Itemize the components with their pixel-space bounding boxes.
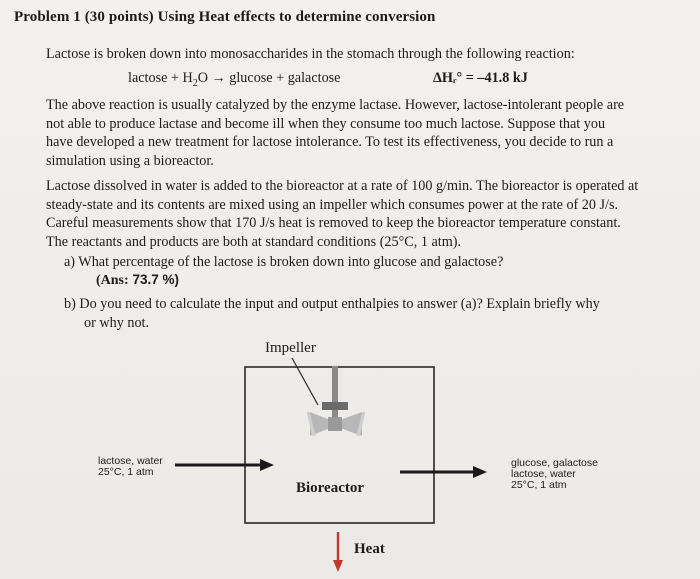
intro-text: Lactose is broken down into monosaccharides in the stomach through the following reaction: bbox=[46, 46, 575, 62]
answer-a-label: (Ans: bbox=[96, 273, 129, 288]
question-a: a) What percentage of the lactose is broken down into glucose and galactose? bbox=[64, 254, 504, 270]
inlet-stream-label bbox=[98, 456, 163, 478]
heat-label: Heat bbox=[354, 541, 385, 557]
outlet-arrow-head bbox=[473, 466, 487, 478]
inlet-line-2: 25°C, 1 atm bbox=[98, 466, 154, 478]
impeller-hub bbox=[322, 402, 348, 410]
heat-arrow-head bbox=[333, 560, 343, 572]
outlet-line-2: lactose, water bbox=[511, 468, 576, 480]
impeller-label: Impeller bbox=[265, 340, 316, 356]
reaction-prefix: lactose + H bbox=[128, 70, 193, 86]
bioreactor-label: Bioreactor bbox=[296, 480, 365, 496]
inlet-line-1: lactose, water bbox=[98, 455, 163, 467]
problem-title: Problem 1 (30 points) Using Heat effects to determine conversion bbox=[14, 9, 436, 25]
inlet-arrow-head bbox=[260, 459, 274, 471]
reaction-enthalpy: ΔHᵣ° = –41.8 kJ bbox=[433, 70, 528, 86]
bioreactor-vessel bbox=[245, 367, 434, 523]
outlet-stream-label bbox=[511, 458, 598, 491]
paragraph-lactase: The above reaction is usually catalyzed by the enzyme lactase. However, lactose-intolerant people are not able to produce lactase and become ill when they consume too much lactose. Suppose that you have developed a new treatment for lactose intolerance. To test its effectiveness, you decide to run a simulation using a bioreactor. bbox=[46, 97, 625, 169]
outlet-line-1: glucose, galactose bbox=[511, 457, 598, 469]
impeller-pointer-line bbox=[292, 358, 318, 405]
reaction-subscript: 2 bbox=[192, 77, 198, 89]
question-b-line2: or why not. bbox=[84, 314, 150, 331]
paragraph-bioreactor: Lactose dissolved in water is added to the bioreactor at a rate of 100 g/min. The bioreactor is operated at steady-state and its contents are mixed using an impeller which consumes power at the rate of 20 J/s. Careful measurements show that 170 J/s heat is removed to keep the bioreactor temperature constant. The reactants and products are both at standard conditions (25°C, 1 atm). bbox=[46, 178, 639, 250]
question-b-line1: b) Do you need to calculate the input and output enthalpies to answer (a)? Explain briefly why bbox=[64, 296, 600, 312]
answer-a-value: 73.7 %) bbox=[132, 272, 179, 287]
outlet-line-3: 25°C, 1 atm bbox=[511, 479, 567, 491]
reaction-suffix: O → glucose + galactose bbox=[197, 70, 341, 86]
